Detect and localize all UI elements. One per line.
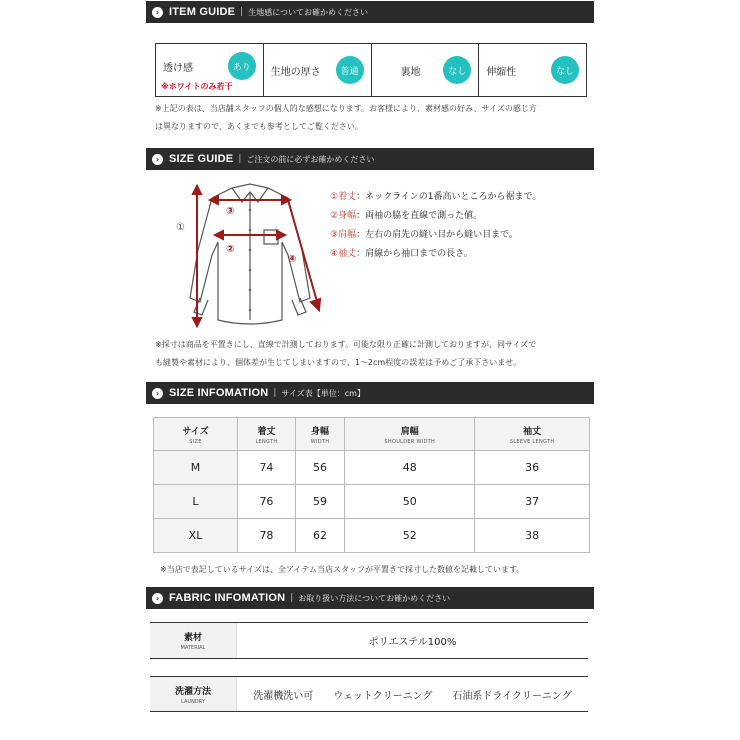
item-guide-table: [155, 43, 587, 97]
size-info-header: › SIZE INFOMATION | サイズ表【単位：cm】: [146, 382, 594, 404]
size-guide-legend: [330, 188, 541, 264]
section-title: SIZE INFOMATION: [169, 387, 269, 399]
size-guide-header: › SIZE GUIDE | ご注文の前に必ずお確かめください: [146, 148, 594, 170]
fabric-info-header: › FABRIC INFOMATION | お取り扱い方法についてお確かめください: [146, 587, 594, 609]
material-value: ポリエステル100%: [368, 637, 457, 648]
header-cell: 着丈 LENGTH: [238, 418, 296, 451]
item-guide-cell: [264, 44, 372, 96]
legend-item: ③肩幅：左右の肩先の縫い目から縫い目まで。: [330, 230, 518, 240]
legend-item: ①着丈：ネックラインの1番高いところから裾まで。: [330, 192, 542, 202]
section-title: ITEM GUIDE: [169, 6, 236, 18]
item-guide-cell: [479, 44, 586, 96]
marker-1: ①: [176, 222, 185, 233]
chevron-right-icon: ›: [152, 154, 163, 165]
item-guide-badge: あり: [228, 52, 256, 80]
size-info-note-text: ※当店で表記しているサイズは、全アイテム当店スタッフが平置きで採寸した数値を記載しています。: [160, 565, 525, 574]
section-subtitle: お取り扱い方法についてお確かめください: [298, 593, 451, 603]
header-cell: 肩幅 SHOULDER WIDTH: [345, 418, 475, 451]
item-guide-badge: 普通: [336, 56, 364, 84]
laundry-values: 洗濯機洗い可 ウェットクリーニング 石油系ドライクリーニング: [253, 690, 572, 702]
section-subtitle: ご注文の前に必ずお確かめください: [246, 154, 375, 164]
item-guide-badge: なし: [443, 56, 471, 84]
size-table: [153, 417, 590, 553]
item-guide-label: 裏地: [400, 66, 421, 78]
section-subtitle: サイズ表【単位：cm】: [281, 388, 365, 398]
table-row: XL 78 62 52 38: [154, 519, 590, 553]
header-cell: 袖丈 SLEEVE LENGTH: [475, 418, 590, 451]
material-row: [150, 622, 588, 659]
marker-2: ②: [226, 244, 235, 255]
header-cell: サイズ SIZE: [154, 418, 238, 451]
item-guide-cell: [156, 44, 264, 96]
item-guide-note-text: ※上記の表は、当店舗スタッフの個人的な感想になります。お客様により、素材感の好み、サイズの感じ方 は異なりますので、あくまでも参考としてご覧ください。: [155, 104, 537, 131]
laundry-row: [150, 676, 588, 712]
table-row: L 76 59 50 37: [154, 485, 590, 519]
table-row: M 74 56 48 36: [154, 451, 590, 485]
section-title: SIZE GUIDE: [169, 153, 234, 165]
table-header-row: [154, 418, 590, 451]
material-key: 素材 MATERIAL: [150, 623, 237, 658]
item-guide-label: 透け感: [163, 62, 193, 74]
section-title: FABRIC INFOMATION: [169, 592, 286, 604]
item-guide-cell: [372, 44, 480, 96]
item-guide-header: › ITEM GUIDE | 生地感についてお確かめください: [146, 1, 594, 23]
laundry-key: 洗濯方法 LAUNDRY: [150, 677, 237, 711]
marker-3: ③: [226, 206, 235, 217]
shirt-diagram: [170, 180, 330, 330]
item-guide-label: 伸縮性: [486, 66, 517, 78]
chevron-right-icon: ›: [152, 7, 163, 18]
item-guide-badge: なし: [551, 56, 579, 84]
size-guide-note-text: ※採寸は商品を平置きにし、直線で計測しております。可能な限り正確に計測しておりますが、同サイズで も縫製や素材により、個体差が生じてしまいますので、1～2cm程度の誤差は予めご了承下さいませ。: [155, 340, 537, 367]
marker-4: ④: [288, 254, 297, 265]
header-cell: 身幅 WIDTH: [295, 418, 344, 451]
chevron-right-icon: ›: [152, 593, 163, 604]
item-guide-label: 生地の厚さ: [270, 66, 321, 78]
section-subtitle: 生地感についてお確かめください: [248, 7, 369, 17]
chevron-right-icon: ›: [152, 388, 163, 399]
legend-item: ④袖丈：肩線から袖口までの長さ。: [330, 249, 473, 259]
legend-item: ②身幅：両袖の脇を直線で測った値。: [330, 211, 483, 221]
item-guide-note: ※ホワイトのみ若干: [161, 82, 233, 91]
